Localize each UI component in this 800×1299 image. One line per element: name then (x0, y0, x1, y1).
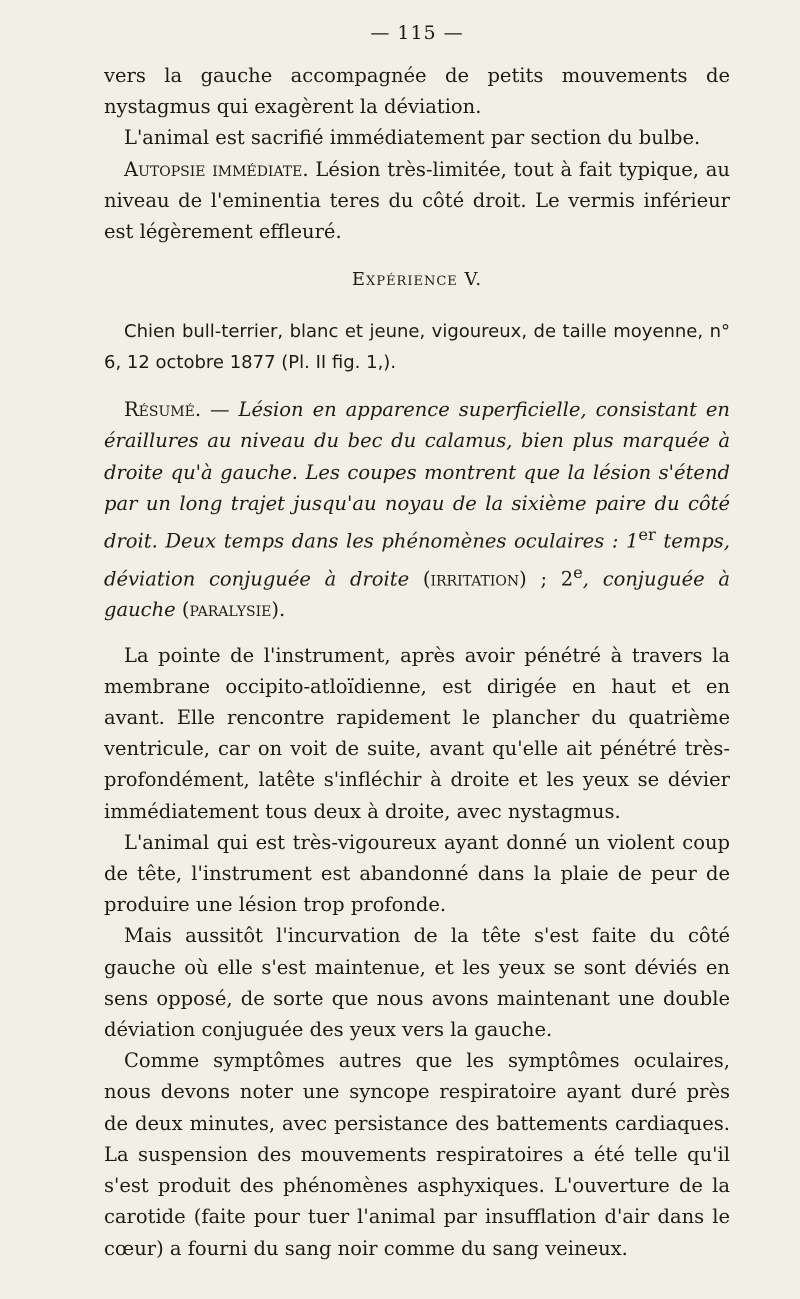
summary-paralysie: (paralysie). (181, 598, 286, 622)
summary-text-3: ; 2 (526, 567, 574, 591)
summary-paragraph (104, 394, 730, 625)
paragraph-symptoms: Comme symptômes autres que les symptômes oculaires, nous devons noter une syncope respiratoire ayant duré près de deux minutes, avec persistance des battements cardiaques. La suspension des mouvements respiratoires a été telle qu'il s'est produit des phénomènes asphyxiques. L'ouverture de la carotide (faite pour tuer l'animal par insufflation d'air dans le cœur) a fourni du sang noir comme du sang veineux. (104, 1049, 730, 1260)
summary-text-1: Lésion en apparence superficielle, consistant en éraillures au niveau du bec du calamus, bien plus marquée à droite qu'à gauche. Les coupes montrent que la lésion s'étend par un long trajet jusqu'au noyau de la sixième paire du côté droit. Deux temps dans les phénomènes oculaires : 1 (104, 398, 730, 553)
specimen-description: Chien bull-terrier, blanc et jeune, vigoureux, de taille moyenne, n° 6, 12 octobre 1877 (Pl. II fig. 1,). (104, 321, 730, 374)
paragraph-sacrifice: L'animal est sacrifié immédiatement par section du bulbe. (124, 126, 701, 150)
summary-label: Résumé. (124, 398, 202, 422)
summary-text-2: temps, déviation conjuguée à droite (104, 529, 730, 591)
autopsy-label: Autopsie immédiate. (124, 157, 309, 181)
paragraph-continuation: vers la gauche accompagnée de petits mouvements de nystagmus qui exagèrent la déviation. (104, 64, 730, 119)
summary-irritation: (irritation) (422, 567, 527, 591)
summary-dash: — (201, 398, 239, 422)
paragraph-autopsy (104, 154, 730, 248)
paragraph-head-movement: L'animal qui est très-vigoureux ayant donné un violent coup de tête, l'instrument est abandonné dans la plaie de peur de produire une lésion trop profonde. (104, 830, 730, 917)
page-number: — 115 — (370, 22, 464, 44)
autopsy-text: Lésion très-limitée, tout à fait typique, au niveau de l'eminentia teres du côté droit. Le vermis inférieur est légèrement effleuré. (104, 157, 730, 244)
paragraph-procedure: La pointe de l'instrument, après avoir pénétré à travers la membrane occipito-atloïdienne, est dirigée en haut et en avant. Elle rencontre rapidement le plancher du quatrième ventricule, car on voit de suite, avant qu'elle ait pénétré très-profondément, latête s'infléchir à droite et les yeux se dévier immédiatement tous deux à droite, avec nystagmus. (104, 643, 730, 823)
paragraph-double-deviation: Mais aussitôt l'incurvation de la tête s'est faite du côté gauche où elle s'est maintenue, et les yeux se sont déviés en sens opposé, de sorte que nous avons maintenant une double déviation conjuguée des yeux vers la gauche. (104, 924, 730, 1042)
section-heading: Expérience V. (351, 269, 483, 291)
summary-sup-1: er (638, 525, 656, 545)
summary-sup-2: e (573, 562, 583, 582)
summary-text-4: , conjuguée à gauche (104, 567, 731, 622)
